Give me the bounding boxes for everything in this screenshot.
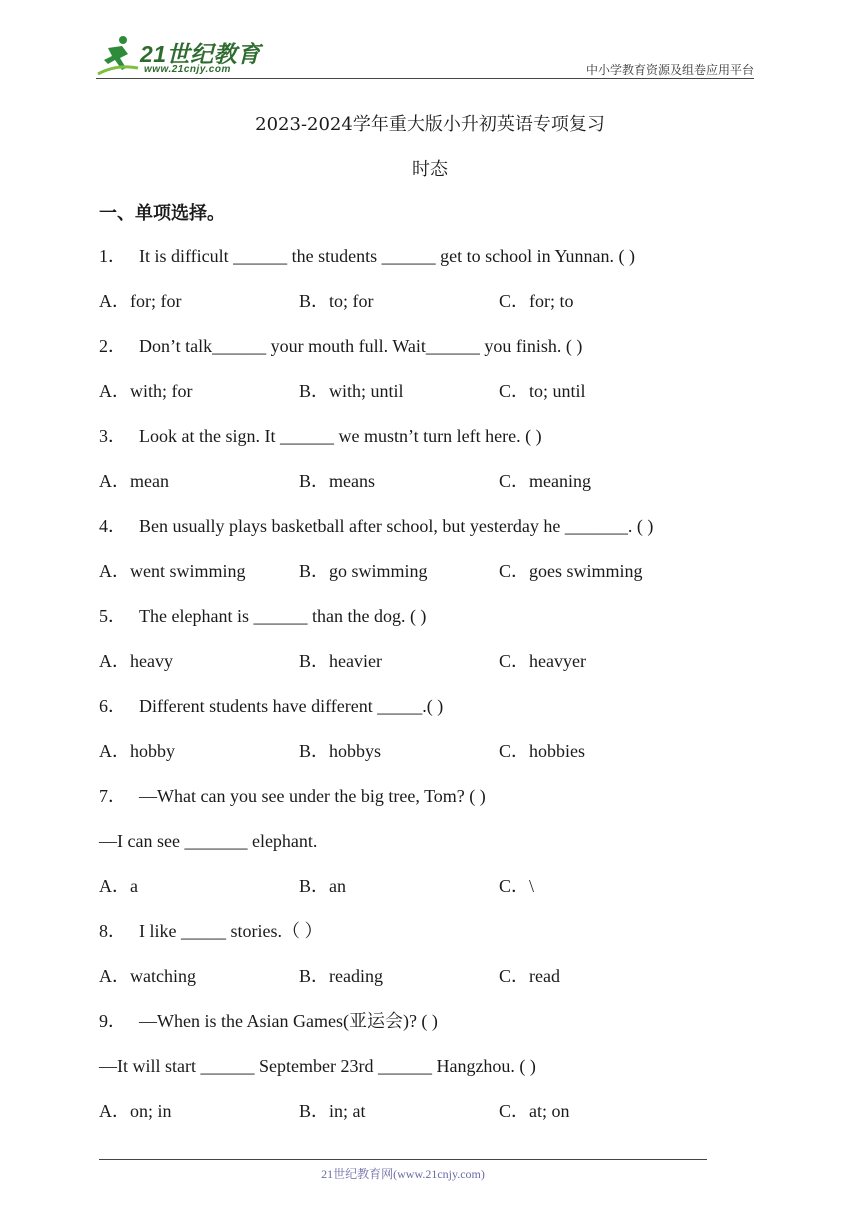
option-a: A．a [99, 876, 138, 896]
option-a: A．mean [99, 471, 169, 491]
question-5 [99, 604, 426, 628]
option-b: B．means [299, 471, 375, 491]
question-text: I like _____ stories.（ ） [139, 921, 323, 941]
question-number: 5． [99, 606, 126, 626]
logo-text: 21世纪教育 [140, 41, 261, 67]
question-7-reply: —I can see _______ elephant. [99, 831, 318, 851]
question-number: 9． [99, 1011, 126, 1031]
page-header [0, 0, 860, 80]
option-a: A．watching [99, 966, 196, 986]
option-c: C．\ [499, 876, 535, 896]
option-a: A．on; in [99, 1101, 172, 1121]
question-number: 6． [99, 696, 126, 716]
option-c: C．at; on [499, 1101, 570, 1121]
option-a: A．for; for [99, 291, 182, 311]
option-a: A．with; for [99, 381, 193, 401]
option-b: B．heavier [299, 651, 382, 671]
option-b: B．hobbys [299, 741, 382, 761]
option-c: C．hobbies [499, 741, 586, 761]
option-c: C．heavyer [499, 651, 586, 671]
option-a: A．heavy [99, 651, 173, 671]
option-b: B．with; until [299, 381, 404, 401]
question-text: Different students have different _____.( ) [139, 696, 444, 716]
question-8 [99, 919, 322, 943]
question-9 [99, 1009, 438, 1033]
question-number: 8． [99, 921, 126, 941]
logo-url: www.21cnjy.com [144, 64, 231, 75]
question-text: Look at the sign. It ______ we mustn’t turn left here. ( ) [139, 426, 542, 446]
question-6 [99, 694, 443, 718]
runner-logo-icon [96, 34, 140, 78]
question-text: Ben usually plays basketball after school, but yesterday he _______. ( ) [139, 516, 654, 536]
question-9-reply: —It will start ______ September 23rd ______ Hangzhou. ( ) [99, 1056, 536, 1076]
question-2 [99, 334, 582, 358]
question-number: 2． [99, 336, 126, 356]
option-b: B．an [299, 876, 346, 896]
section-heading: 一、单项选择。 [99, 203, 225, 224]
option-b: B．in; at [299, 1101, 366, 1121]
question-1 [99, 244, 635, 268]
option-c: C．for; to [499, 291, 574, 311]
question-4 [99, 514, 653, 538]
question-number: 7． [99, 786, 126, 806]
option-b: B．reading [299, 966, 383, 986]
option-c: C．meaning [499, 471, 591, 491]
question-text: It is difficult ______ the students ______ get to school in Yunnan. ( ) [139, 246, 635, 266]
header-divider [96, 78, 754, 79]
question-text: Don’t talk______ your mouth full. Wait______ you finish. ( ) [139, 336, 583, 356]
header-slogan: 中小学教育资源及组卷应用平台 [585, 63, 754, 77]
document-subtitle: 时态 [412, 159, 448, 180]
option-c: C．read [499, 966, 560, 986]
option-a: A．hobby [99, 741, 175, 761]
question-7 [99, 784, 486, 808]
page-footer: 21世纪教育网(www.21cnjy.com) [321, 1167, 485, 1181]
document-title: 2023-2024学年重大版小升初英语专项复习 [255, 114, 605, 135]
question-text: —What can you see under the big tree, Tom? ( ) [139, 786, 486, 806]
option-b: B．go swimming [299, 561, 428, 581]
logo [96, 34, 266, 78]
footer-divider [99, 1159, 707, 1160]
option-b: B．to; for [299, 291, 374, 311]
option-c: C．goes swimming [499, 561, 643, 581]
question-number: 1． [99, 246, 126, 266]
question-number: 4． [99, 516, 126, 536]
option-c: C．to; until [499, 381, 586, 401]
question-text: The elephant is ______ than the dog. ( ) [139, 606, 427, 626]
question-3 [99, 424, 542, 448]
question-number: 3． [99, 426, 126, 446]
option-a: A．went swimming [99, 561, 246, 581]
question-text: —When is the Asian Games(亚运会)? ( ) [139, 1011, 438, 1031]
